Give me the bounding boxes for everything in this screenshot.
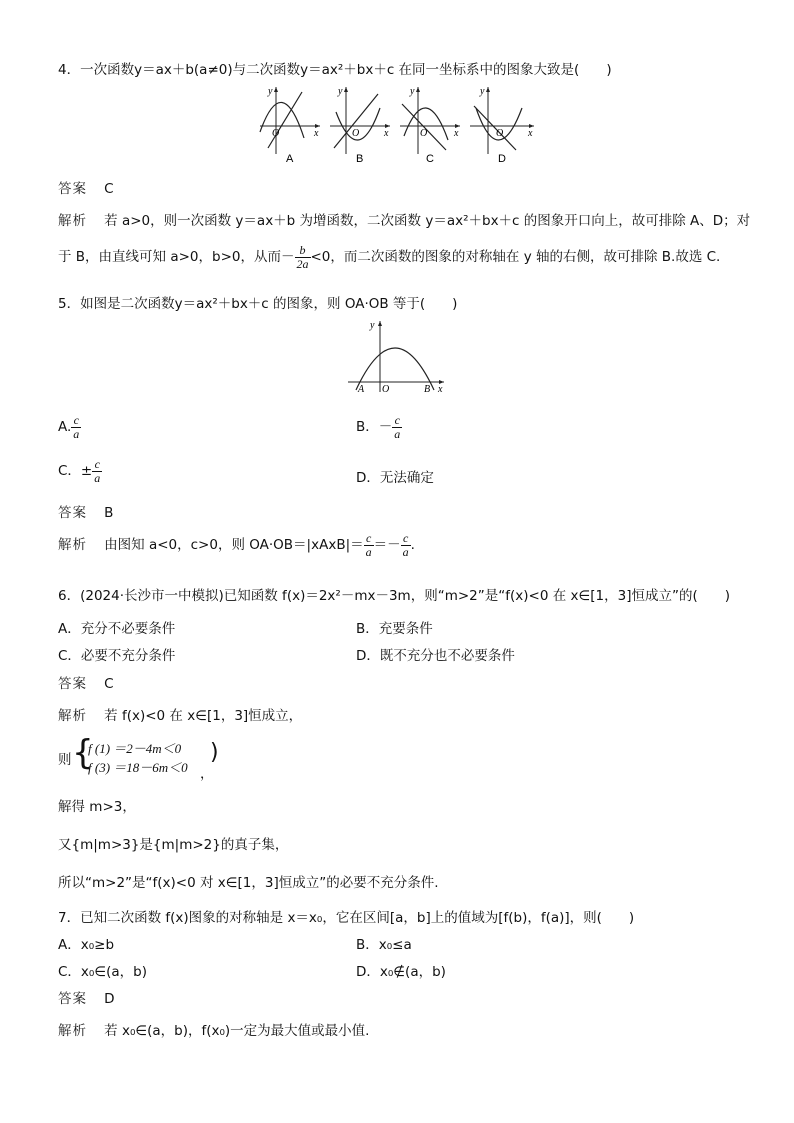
q6-option-d[interactable]: D．既不充分也不必要条件 — [356, 648, 515, 664]
q5-option-c[interactable] — [58, 458, 102, 484]
q4-d-origin-label: O — [496, 128, 504, 139]
q5-point-a-label: A — [358, 384, 365, 394]
q4-analysis-line2 — [58, 244, 720, 270]
q5-y-label: y — [370, 320, 375, 331]
q6-system-line1: f (1) ＝2－4m＜0 — [88, 741, 182, 756]
answer-label: 答案 — [58, 991, 87, 1007]
q5-option-c-num: c — [92, 458, 102, 472]
q4-analysis-text2b: <0，而二次函数的图象的对称轴在 y 轴的右侧，故可排除 B.故选 C. — [310, 249, 721, 266]
q4-fraction — [295, 244, 311, 270]
q5-analysis-num2: c — [401, 532, 411, 546]
q4-c-x-label: x — [454, 128, 459, 139]
q7-answer-value: D — [104, 991, 115, 1007]
q6-subset-line: 又{m|m>3}是{m|m>2}的真子集， — [58, 837, 289, 853]
q4-analysis-text2a: 于 B，由直线可知 a>0，b>0，从而－ — [58, 249, 295, 266]
q5-analysis-end: . — [410, 537, 415, 554]
q4-graph-d — [470, 86, 534, 165]
q4-c-y-label: y — [410, 86, 415, 97]
q4-fraction-num: b — [295, 244, 311, 258]
q6-system-brace: { — [72, 733, 94, 773]
q6-system-line2: f (3) ＝18－6m＜0 — [88, 760, 188, 775]
q5-option-b[interactable] — [356, 414, 402, 440]
answer-label: 答案 — [58, 676, 87, 692]
q4-answer-value: C — [104, 181, 114, 197]
q6-system-prefix: 则 — [58, 752, 72, 768]
q4-caption-c: C — [426, 153, 434, 165]
q5-analysis-text-b: ＝－ — [373, 537, 401, 554]
q4-fraction-den: 2a — [296, 256, 309, 271]
q6-option-b[interactable]: B．充要条件 — [356, 621, 433, 637]
q6-solve-line: 解得 m>3， — [58, 799, 136, 815]
q5-option-c-prefix: C．± — [58, 463, 93, 480]
q4-b-origin-label: O — [352, 128, 360, 139]
q5-answer-value: B — [104, 505, 114, 521]
q5-analysis-row — [58, 532, 415, 558]
q6-answer-value: C — [104, 676, 114, 692]
answer-label: 答案 — [58, 181, 87, 197]
q4-b-y-label: y — [338, 86, 343, 97]
q5-analysis-fraction1 — [364, 532, 374, 558]
analysis-label: 解析 — [58, 213, 87, 229]
q5-option-d[interactable]: D．无法确定 — [356, 470, 434, 486]
q6-analysis-line1 — [58, 704, 302, 724]
q4-a-origin-label: O — [272, 128, 280, 139]
q5-stem: 5．如图是二次函数y＝ax²＋bx＋c 的图象，则 OA·OB 等于( ) — [58, 296, 458, 312]
answer-label: 答案 — [58, 505, 87, 521]
q7-option-a[interactable]: A．x₀≥b — [58, 937, 115, 953]
q4-d-x-label: x — [528, 128, 533, 139]
q4-caption-d: D — [498, 153, 506, 165]
q5-option-b-prefix: B．－ — [356, 419, 393, 436]
q6-option-c[interactable]: C．必要不充分条件 — [58, 648, 176, 664]
q5-analysis-text: 由图知 a<0，c>0，则 OA·OB＝|xAxB|＝ — [104, 537, 364, 554]
q4-a-y-label: y — [268, 86, 273, 97]
q5-option-a-num: c — [71, 414, 81, 428]
q5-option-a-fraction — [71, 414, 81, 440]
q4-d-y-label: y — [480, 86, 485, 97]
q5-analysis-den2: a — [402, 544, 409, 559]
analysis-label: 解析 — [58, 708, 87, 724]
q4-b-x-label: x — [384, 128, 389, 139]
q6-analysis-text1: 若 f(x)<0 在 x∈[1，3]恒成立， — [104, 708, 303, 724]
q4-c-origin-label: O — [420, 128, 428, 139]
q7-option-c[interactable]: C．x₀∈(a，b) — [58, 964, 147, 980]
q6-system-suffix: ， — [200, 766, 214, 782]
q7-analysis-row — [58, 1019, 369, 1039]
q5-option-b-den: a — [394, 426, 401, 441]
q4-graph-c — [400, 86, 460, 165]
q5-option-c-fraction — [92, 458, 102, 484]
q6-option-a[interactable]: A．充分不必要条件 — [58, 621, 176, 637]
q6-system-close-paren: ) — [210, 740, 219, 765]
q5-parabola-graph — [348, 318, 448, 394]
q4-graph-b — [330, 86, 390, 165]
q6-stem: 6．(2024·长沙市一中模拟)已知函数 f(x)＝2x²－mx－3m，则“m>2”是“f(x)<0 在 x∈[1，3]恒成立”的( ) — [58, 588, 730, 604]
q5-answer-row — [58, 501, 113, 521]
q4-answer-row — [58, 177, 114, 197]
q5-point-b-label: B — [424, 384, 431, 394]
q4-analysis-text1: 若 a>0，则一次函数 y＝ax＋b 为增函数，二次函数 y＝ax²＋bx＋c 的图象开口向上，故可排除 A、D；对 — [104, 213, 751, 229]
q4-graphs — [258, 84, 540, 166]
q6-answer-row — [58, 672, 114, 692]
q5-option-c-den: a — [94, 470, 101, 485]
q7-option-d[interactable]: D．x₀∉(a，b) — [356, 964, 446, 980]
q4-a-x-label: x — [314, 128, 319, 139]
q7-stem: 7．已知二次函数 f(x)图象的对称轴是 x＝x₀，它在区间[a，b]上的值域为[f(b)，f(a)]，则( ) — [58, 910, 635, 926]
q5-option-b-num: c — [392, 414, 402, 428]
q5-origin-label: O — [382, 384, 390, 394]
q4-graph-a — [260, 86, 320, 165]
q5-analysis-den1: a — [365, 544, 372, 559]
q7-option-b[interactable]: B．x₀≤a — [356, 937, 412, 953]
q5-analysis-fraction2 — [401, 532, 411, 558]
q5-option-b-fraction — [392, 414, 402, 440]
q4-stem: 4．一次函数y＝ax＋b(a≠0)与二次函数y＝ax²＋bx＋c 在同一坐标系中的图象大致是( ) — [58, 62, 612, 78]
q7-answer-row — [58, 987, 115, 1007]
q6-conclusion-line: 所以“m>2”是“f(x)<0 对 x∈[1，3]恒成立”的必要不充分条件. — [58, 875, 439, 891]
analysis-label: 解析 — [58, 537, 87, 554]
q5-x-label: x — [438, 384, 443, 394]
q5-analysis-num1: c — [364, 532, 374, 546]
q4-caption-b: B — [356, 153, 364, 165]
q5-option-a-den: a — [73, 426, 80, 441]
q5-option-a[interactable] — [58, 414, 81, 440]
q4-caption-a: A — [286, 153, 294, 165]
q4-analysis-line1 — [58, 209, 750, 229]
q5-option-a-prefix: A. — [58, 419, 72, 436]
q7-analysis-text: 若 x₀∈(a，b)，f(x₀)一定为最大值或最小值. — [104, 1023, 370, 1039]
analysis-label: 解析 — [58, 1023, 87, 1039]
